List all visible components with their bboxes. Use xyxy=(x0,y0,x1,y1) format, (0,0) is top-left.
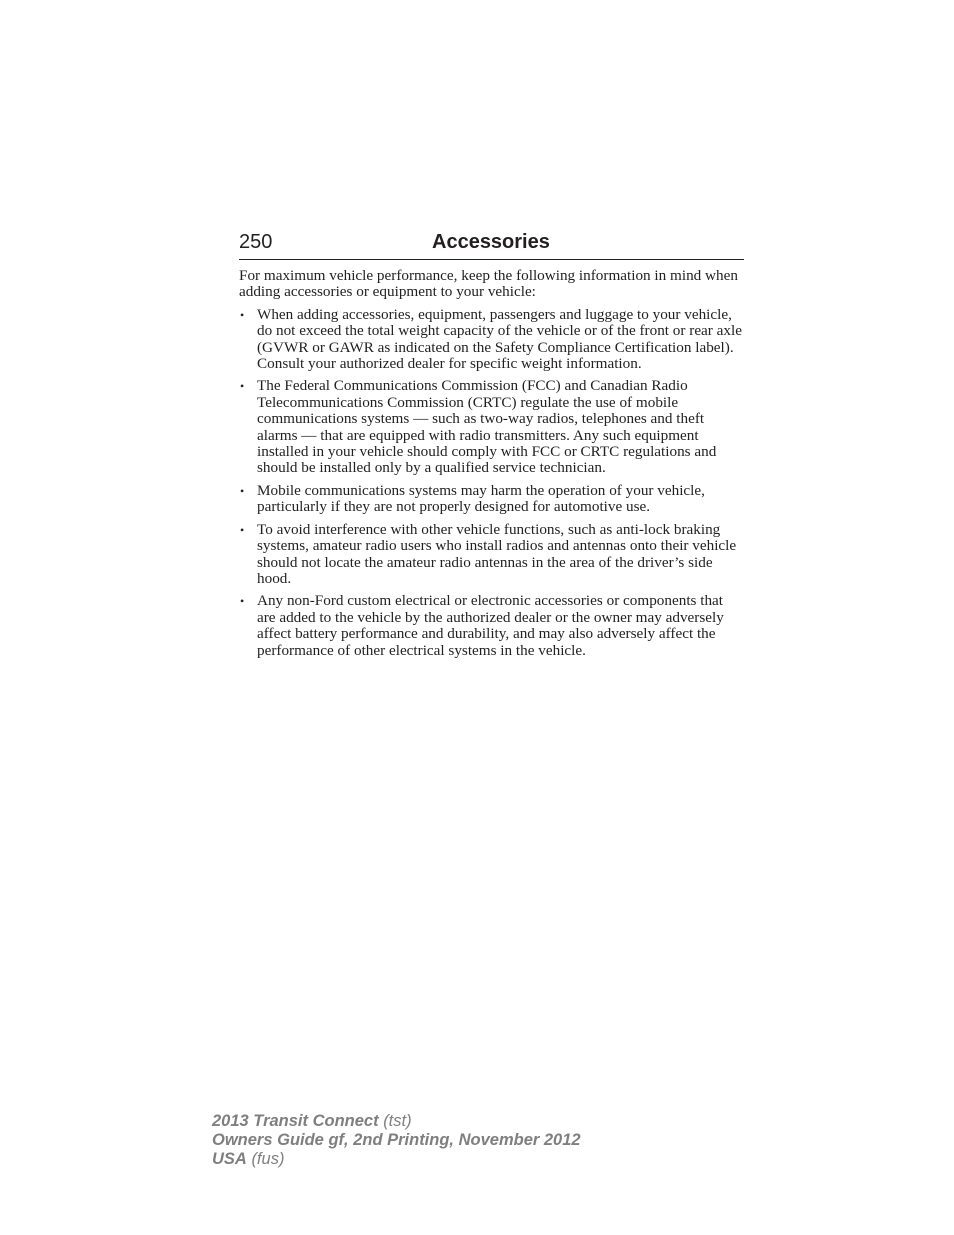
list-item-text: Any non-Ford custom electrical or electronic accessories or components that are added to the vehicle by the authorized dealer or the owner may adversely affect battery performance and durability, and may also adversely affect the performance of other electrical systems in the vehicle. xyxy=(257,592,724,659)
bullet-icon: • xyxy=(240,522,245,537)
bullet-list xyxy=(239,307,745,659)
intro-paragraph: For maximum vehicle performance, keep the following information in mind when adding accessories or equipment to your vehicle: xyxy=(239,267,738,301)
list-item xyxy=(239,483,745,516)
bullet-icon: • xyxy=(240,483,245,498)
market-code: (fus) xyxy=(251,1150,285,1168)
list-item xyxy=(239,593,745,659)
list-item-text: When adding accessories, equipment, passengers and luggage to your vehicle, do not exceed the total weight capacity of the vehicle or of the front or rear axle (GVWR or GAWR as indicated on the Safety Compliance Certification label). Consult your authorized dealer for specific weight information. xyxy=(257,305,742,373)
list-item-text: The Federal Communications Commission (FCC) and Canadian Radio Telecommunications Commission (CRTC) regulate the use of mobile communications systems — such as two-way radios, telephones and theft alarms — that are equipped with radio transmitters. Any such equipment installed in your vehicle should comply with FCC or CRTC regulations and should be installed only by a qualified service technician. xyxy=(257,377,717,477)
bullet-icon: • xyxy=(240,379,245,394)
list-item xyxy=(239,307,745,373)
document-footer xyxy=(212,1112,581,1169)
page-header xyxy=(239,228,744,260)
list-item xyxy=(239,378,745,476)
list-item xyxy=(239,522,745,588)
bullet-icon: • xyxy=(240,307,245,322)
market-name: USA xyxy=(212,1150,247,1168)
section-title: Accessories xyxy=(432,231,550,253)
footer-line-2: Owners Guide gf, 2nd Printing, November 2012 xyxy=(212,1131,581,1149)
body-content xyxy=(239,268,745,665)
footer-line-3 xyxy=(212,1150,581,1169)
page-number: 250 xyxy=(239,231,273,253)
footer-line-1 xyxy=(212,1112,581,1131)
list-item-text: Mobile communications systems may harm the operation of your vehicle, particularly if they are not properly designed for automotive use. xyxy=(257,481,705,516)
vehicle-model: 2013 Transit Connect xyxy=(212,1112,379,1130)
vehicle-code: (tst) xyxy=(383,1112,412,1130)
bullet-icon: • xyxy=(240,594,245,609)
list-item-text: To avoid interference with other vehicle functions, such as anti-lock braking systems, amateur radio users who install radios and antennas onto their vehicle should not locate the amateur radio antennas in the area of the driver’s side hood. xyxy=(257,520,737,587)
